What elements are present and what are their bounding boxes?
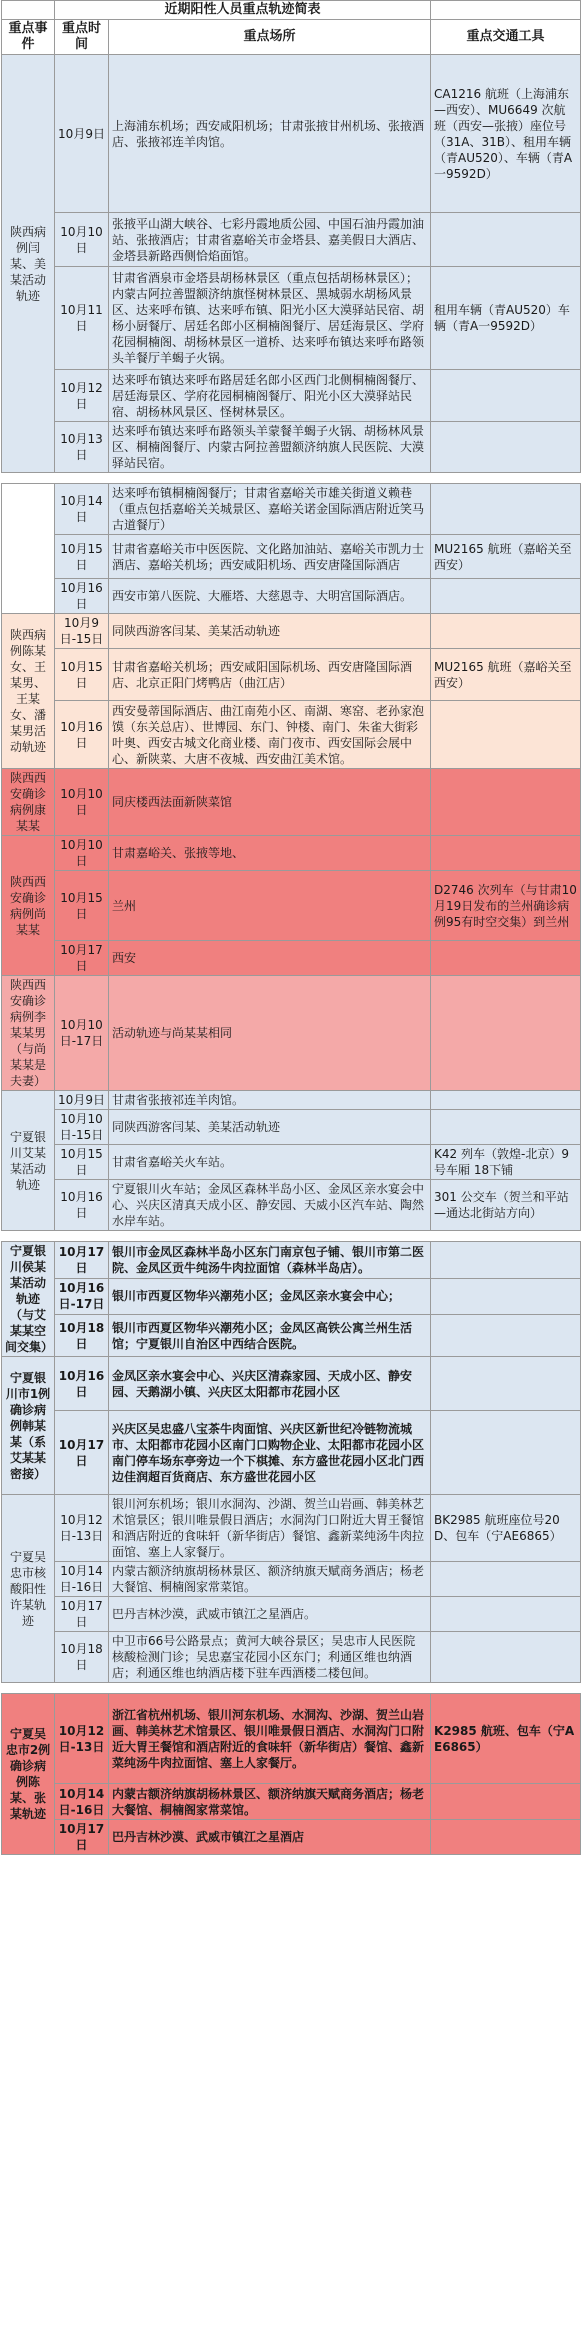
transport-cell	[431, 579, 581, 614]
header-transport: 重点交通工具	[431, 20, 581, 55]
transport-cell	[431, 1315, 581, 1357]
place-cell: 宁夏银川火车站；金凤区森林半岛小区、金凤区亲水宴会中心、兴庆区清真天成小区、静安园、天威小区汽车站、陶然水岸车站。	[109, 1180, 431, 1231]
transport-cell	[431, 1597, 581, 1632]
time-cell: 10月15日	[55, 871, 109, 941]
table-title-right	[431, 1, 581, 20]
time-cell: 10月12日	[55, 370, 109, 422]
place-cell: 同陕西游客闫某、美某活动轨迹	[109, 614, 431, 649]
table-row	[2, 941, 581, 976]
table-row	[2, 701, 581, 769]
place-cell: 西安曼蒂国际酒店、曲江南苑小区、南湖、寒窑、老孙家泡馍（东关总店）、世博园、东门、钟楼、南门、朱雀大街彩叶奥、西安古城文化商业楼、南门夜市、西安国际会展中心、新陕菜、大唐不夜城、西安曲江美术馆。	[109, 701, 431, 769]
table-row	[2, 649, 581, 701]
place-cell: 兰州	[109, 871, 431, 941]
time-cell: 10月16日	[55, 579, 109, 614]
place-cell: 甘肃省嘉峪关市中医医院、文化路加油站、嘉峪关市凯力士酒店、嘉峪关机场；西安咸阳机场、西安唐隆国际酒店	[109, 535, 431, 579]
place-cell: 金凤区亲水宴会中心、兴庆区清森家园、天成小区、静安园、天鹅湖小镇、兴庆区太阳都市花园小区	[109, 1357, 431, 1411]
table-row	[2, 55, 581, 213]
time-cell: 10月15日	[55, 535, 109, 579]
transport-cell: MU2165 航班（嘉峪关至西安）	[431, 535, 581, 579]
table-row	[2, 1784, 581, 1820]
event-cell: 宁夏吴忠市2例确诊病例陈某、张某轨迹	[2, 1694, 55, 1855]
place-cell: 达来呼布镇桐楠阁餐厅；甘肃省嘉峪关市雄关街道义赖巷（重点包括嘉峪关关城景区、嘉峪关诺金国际酒店附近笑马古道餐厅）	[109, 484, 431, 535]
transport-cell	[431, 1562, 581, 1597]
transport-cell	[431, 1110, 581, 1145]
time-cell: 10月14日	[55, 484, 109, 535]
table-row	[2, 614, 581, 649]
transport-cell	[431, 422, 581, 473]
place-cell: 银川河东机场；银川水洞沟、沙湖、贺兰山岩画、韩美林艺术馆景区；银川唯景假日酒店；水洞沟门口附近大胃王餐馆和酒店附近的食味轩（新华街店）餐馆、鑫新菜纯汤牛肉拉面馆、塞上人家餐厅。	[109, 1495, 431, 1562]
transport-cell	[431, 701, 581, 769]
table-title: 近期阳性人员重点轨迹简表	[55, 1, 431, 20]
place-cell: 兴庆区吴忠盛八宝茶牛肉面馆、兴庆区新世纪冷链物流城市、太阳都市花园小区南门口购物企业、太阳都市花园小区南门停车场东亭旁边一个下棋摊、东方盛世花园小区北门西边佳润超百货商店、东方盛世花园小区	[109, 1411, 431, 1495]
time-cell: 10月12日-13日	[55, 1495, 109, 1562]
event-cell: 陕西西安确诊病例康某某	[2, 769, 55, 836]
transport-cell	[431, 484, 581, 535]
place-cell: 达来呼布镇达来呼布路居廷名郎小区西门北侧桐楠阁餐厅、居廷海景区、学府花园桐楠阁餐厅、阳光小区大漠驿站民宿、胡杨林风景区、怪树林景区。	[109, 370, 431, 422]
transport-cell	[431, 1091, 581, 1110]
time-cell: 10月10日	[55, 836, 109, 871]
event-cell: 宁夏吴忠市核酸阳性许某轨迹	[2, 1495, 55, 1683]
place-cell: 内蒙古额济纳旗胡杨林景区、额济纳旗天赋商务酒店；杨老大餐馆、桐楠阁家常菜馆。	[109, 1784, 431, 1820]
place-cell: 同陕西游客闫某、美某活动轨迹	[109, 1110, 431, 1145]
section-separator	[2, 1683, 581, 1694]
transport-cell: BK2985 航班座位号20D、包车（宁AE6865）	[431, 1495, 581, 1562]
time-cell: 10月10日	[55, 769, 109, 836]
table-corner	[2, 1, 55, 20]
place-cell: 西安市第八医院、大雁塔、大慈恩寺、大明宫国际酒店。	[109, 579, 431, 614]
time-cell: 10月16日	[55, 1180, 109, 1231]
table-row	[2, 1820, 581, 1855]
transport-cell	[431, 836, 581, 871]
time-cell: 10月17日	[55, 941, 109, 976]
transport-cell	[431, 976, 581, 1091]
place-cell: 中卫市66号公路景点；黄河大峡谷景区；吴忠市人民医院核酸检测门诊；吴忠嘉宝花园小区东门；利通区维也纳酒店；利通区维也纳酒店楼下驻车西酒楼二楼包间。	[109, 1632, 431, 1683]
table-row	[2, 1110, 581, 1145]
time-cell: 10月11日	[55, 267, 109, 370]
event-cell: 陕西西安确诊病例尚某某	[2, 836, 55, 976]
place-cell: 银川市西夏区物华兴潮苑小区；金凤区高铁公寓兰州生活馆；宁夏银川自治区中西结合医院。	[109, 1315, 431, 1357]
transport-cell: 租用车辆（青AU520）车辆（青A一9592D）	[431, 267, 581, 370]
table-row	[2, 1632, 581, 1683]
place-cell: 巴丹吉林沙漠、武威市镇江之星酒店	[109, 1820, 431, 1855]
time-cell: 10月15日	[55, 649, 109, 701]
time-cell: 10月18日	[55, 1315, 109, 1357]
place-cell: 甘肃省嘉峪关火车站。	[109, 1145, 431, 1180]
transport-cell	[431, 1632, 581, 1683]
place-cell: 上海浦东机场；西安咸阳机场；甘肃张掖甘州机场、张掖酒店、张掖祁连羊肉馆。	[109, 55, 431, 213]
time-cell: 10月18日	[55, 1632, 109, 1683]
place-cell: 张掖平山湖大峡谷、七彩丹霞地质公园、中国石油丹霞加油站、张掖酒店；甘肃省嘉峪关市金塔县、嘉美假日大酒店、金塔县新路西侧恰焰面馆。	[109, 213, 431, 267]
transport-cell	[431, 1411, 581, 1495]
section-separator	[2, 1231, 581, 1242]
header-event: 重点事件	[2, 20, 55, 55]
time-cell: 10月10日-17日	[55, 976, 109, 1091]
table-row	[2, 267, 581, 370]
transport-cell	[431, 1242, 581, 1279]
time-cell: 10月12日-13日	[55, 1694, 109, 1784]
header-time: 重点时间	[55, 20, 109, 55]
place-cell: 同庆楼西法面新陕菜馆	[109, 769, 431, 836]
time-cell: 10月9日	[55, 1091, 109, 1110]
transport-cell: K42 列车（敦煌-北京）9号车厢 18下铺	[431, 1145, 581, 1180]
transport-cell	[431, 1784, 581, 1820]
place-cell: 甘肃省酒泉市金塔县胡杨林景区（重点包括胡杨林景区）；内蒙古阿拉善盟额济纳旗怪树林景区、黑城弱水胡杨风景区、达来呼布镇、达来呼布镇、阳光小区大漠驿站民宿、胡杨小厨餐厅、居廷名郎小区桐楠阁餐厅、居廷海景区、学府花园桐楠阁、胡杨林景区一道桥、达来呼布镇达来呼布路领头羊餐厅羊蝎子火锅。	[109, 267, 431, 370]
table-row	[2, 871, 581, 941]
place-cell: 巴丹吉林沙漠，武威市镇江之星酒店。	[109, 1597, 431, 1632]
table-row	[2, 1411, 581, 1495]
place-cell: 甘肃省张掖祁连羊肉馆。	[109, 1091, 431, 1110]
event-cell: 陕西病例陈某女、王某男、王某女、潘某男活动轨迹	[2, 614, 55, 769]
header-place: 重点场所	[109, 20, 431, 55]
place-cell: 西安	[109, 941, 431, 976]
place-cell: 银川市西夏区物华兴潮苑小区；金凤区亲水宴会中心；	[109, 1278, 431, 1315]
section-separator	[2, 473, 581, 484]
transport-cell: K2985 航班、包车（宁AE6865）	[431, 1694, 581, 1784]
time-cell: 10月9日-15日	[55, 614, 109, 649]
time-cell: 10月15日	[55, 1145, 109, 1180]
transport-cell: MU2165 航班（嘉峪关至西安）	[431, 649, 581, 701]
table-row	[2, 1091, 581, 1110]
table-row	[2, 535, 581, 579]
table-row	[2, 836, 581, 871]
place-cell: 内蒙古额济纳旗胡杨林景区、额济纳旗天赋商务酒店；杨老大餐馆、桐楠阁家常菜馆。	[109, 1562, 431, 1597]
transport-cell	[431, 614, 581, 649]
time-cell: 10月13日	[55, 422, 109, 473]
transport-cell	[431, 370, 581, 422]
time-cell: 10月14日-16日	[55, 1784, 109, 1820]
time-cell: 10月17日	[55, 1411, 109, 1495]
time-cell: 10月9日	[55, 55, 109, 213]
event-cell: 宁夏银川侯某某活动轨迹（与艾某某空间交集）	[2, 1242, 55, 1357]
event-cell	[2, 484, 55, 614]
place-cell: 甘肃嘉峪关、张掖等地、	[109, 836, 431, 871]
time-cell: 10月10日	[55, 213, 109, 267]
table-row	[2, 1278, 581, 1315]
table-row	[2, 484, 581, 535]
table-row	[2, 1597, 581, 1632]
table-row	[2, 1180, 581, 1231]
table-row	[2, 1562, 581, 1597]
event-cell: 陕西病例闫某、美某活动轨迹	[2, 55, 55, 473]
table-row	[2, 1694, 581, 1784]
time-cell: 10月16日-17日	[55, 1278, 109, 1315]
place-cell: 达来呼布镇达来呼布路领头羊蒙餐羊蝎子火锅、胡杨林风景区、桐楠阁餐厅、内蒙古阿拉善盟额济纳旗人民医院、大漠驿站民宿。	[109, 422, 431, 473]
event-cell: 宁夏银川市1例确诊病例韩某某（系艾某某密接）	[2, 1357, 55, 1495]
event-cell: 宁夏银川艾某某活动轨迹	[2, 1091, 55, 1231]
place-cell: 甘肃省嘉峪关机场；西安咸阳国际机场、西安唐隆国际酒店、北京正阳门烤鸭店（曲江店）	[109, 649, 431, 701]
table-row	[2, 422, 581, 473]
place-cell: 活动轨迹与尚某某相同	[109, 976, 431, 1091]
trajectory-table	[1, 0, 581, 1855]
time-cell: 10月16日	[55, 701, 109, 769]
event-cell: 陕西西安确诊病例李某某男（与尚某某是夫妻）	[2, 976, 55, 1091]
transport-cell	[431, 213, 581, 267]
table-row	[2, 579, 581, 614]
transport-cell: 301 公交车（贺兰和平站—通达北街站方向）	[431, 1180, 581, 1231]
place-cell: 浙江省杭州机场、银川河东机场、水洞沟、沙湖、贺兰山岩画、韩美林艺术馆景区、银川唯景假日酒店、水洞沟门口附近大胃王餐馆和酒店附近的食味轩（新华街店）餐馆、鑫新菜纯汤牛肉拉面馆、塞上人家餐厅。	[109, 1694, 431, 1784]
place-cell: 银川市金凤区森林半岛小区东门南京包子铺、银川市第二医院、金凤区贡牛纯汤牛肉拉面馆（森林半岛店）。	[109, 1242, 431, 1279]
transport-cell	[431, 1820, 581, 1855]
table-row	[2, 213, 581, 267]
time-cell: 10月17日	[55, 1242, 109, 1279]
table-row	[2, 1315, 581, 1357]
table-row	[2, 976, 581, 1091]
table-row	[2, 769, 581, 836]
time-cell: 10月17日	[55, 1597, 109, 1632]
transport-cell	[431, 769, 581, 836]
transport-cell: CA1216 航班（上海浦东—西安）、MU6649 次航班（西安—张掖）座位号（31A、31B）、租用车辆（青AU520）、车辆（青A一9592D）	[431, 55, 581, 213]
time-cell: 10月10日-15日	[55, 1110, 109, 1145]
transport-cell	[431, 1357, 581, 1411]
transport-cell	[431, 1278, 581, 1315]
time-cell: 10月16日	[55, 1357, 109, 1411]
table-row	[2, 1495, 581, 1562]
table-row	[2, 370, 581, 422]
table-row	[2, 1145, 581, 1180]
transport-cell	[431, 941, 581, 976]
table-row	[2, 1357, 581, 1411]
transport-cell: D2746 次列车（与甘肃10月19日发布的兰州确诊病例95有时空交集）到兰州	[431, 871, 581, 941]
time-cell: 10月17日	[55, 1820, 109, 1855]
time-cell: 10月14日-16日	[55, 1562, 109, 1597]
table-row	[2, 1242, 581, 1279]
